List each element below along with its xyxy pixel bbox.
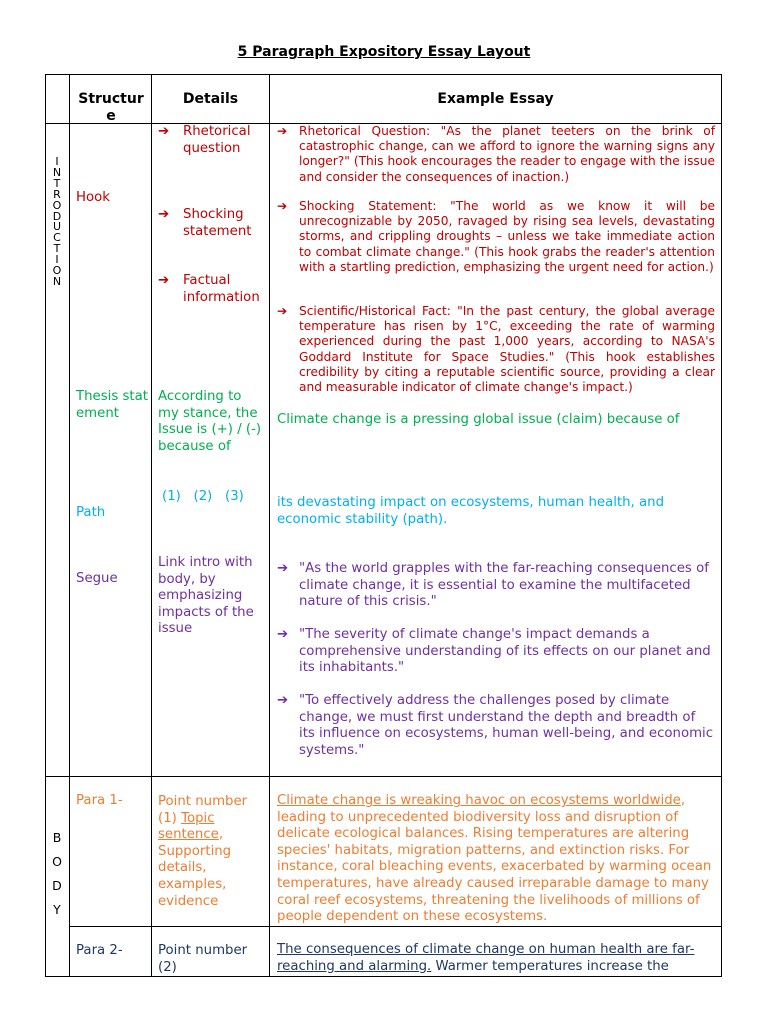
detail-factual-information: ➔ Factual information <box>158 273 260 305</box>
detail-path-points: (1) (2) (3) <box>162 489 244 504</box>
section-label-introduction: I N T R O D U C T I O N <box>52 155 62 288</box>
example-factual-information: ➔ Scientific/Historical Fact: "In the past century, the global average temperature has risen by 1°C, exceeding the rate of warming experienced during the past 1,000 years, according to NASA's Goddard Institute for Space Studies." (This hook establishes credibility by citing a reputable scientific source, providing a clear and measurable indicator of climate change's impact.) <box>277 304 715 395</box>
column-divider-1 <box>69 74 70 977</box>
arrow-icon: ➔ <box>158 273 170 288</box>
example-thesis: Climate change is a pressing global issue (claim) because of <box>277 412 680 427</box>
example-para-1-body: , leading to unprecedented biodiversity loss and disruption of delicate ecological balances. Rising temperatures are altering species' habitats, migration patterns, and extinction risks. For instance, coral bleaching events, exacerbated by warming ocean temperatures, have already caused irreparable damage to many coral reef ecosystems, threatening the livelihoods of millions of people dependent on these ecosystems. <box>277 793 712 925</box>
document-title: 5 Paragraph Expository Essay Layout <box>237 44 531 60</box>
detail-segue: Link intro with body, by emphasizing impacts of the issue <box>158 555 254 637</box>
example-shocking-statement: ➔ Shocking Statement: "The world as we know it will be unrecognizable by 2050, ravaged by rising sea levels, devastating storms, and crippling droughts – unless we take immediate action to combat climate change." (This hook grabs the reader's attention with a startling prediction, emphasizing the urgent need for action.) <box>277 199 715 274</box>
example-rhetorical-question: ➔ Rhetorical Question: "As the planet teeters on the brink of catastrophic change, can we afford to ignore the warning signs any longer?" (This hook encourages the reader to engage with the issue and consider the consequences of inaction.) <box>277 124 715 184</box>
example-segue-3: ➔ "To effectively address the challenges posed by climate change, we must first understand the depth and breadth of its influence on ecosystems, human well-being, and economic systems." <box>277 693 714 758</box>
example-para-2-body: Warmer temperatures increase the <box>431 958 669 974</box>
structure-hook: Hook <box>76 190 110 205</box>
para1-para2-divider <box>69 926 722 927</box>
table-border-left <box>45 74 46 977</box>
header-example-essay: Example Essay <box>437 91 554 107</box>
example-para-1 <box>277 793 717 926</box>
detail-shocking-statement: ➔ Shocking statement <box>158 207 252 239</box>
table-border-bottom <box>45 976 722 977</box>
example-para-2-topic: The consequences of climate change on human health are far-reaching and alarming. <box>277 942 695 974</box>
example-para-1-topic: Climate change is wreaking havoc on ecosystems worldwide <box>277 793 681 808</box>
example-para-2 <box>277 942 717 975</box>
column-divider-3 <box>269 74 270 977</box>
table-border-right <box>721 74 722 977</box>
header-structure: Structure <box>78 91 144 124</box>
structure-segue: Segue <box>76 571 118 586</box>
detail-para-2: Point number (2) <box>158 943 248 975</box>
arrow-icon: ➔ <box>277 693 289 708</box>
detail-rhetorical-question: ➔ Rhetorical question <box>158 124 251 156</box>
structure-thesis-statement: Thesis statement <box>76 389 149 421</box>
arrow-icon: ➔ <box>277 124 288 138</box>
arrow-icon: ➔ <box>277 561 289 576</box>
example-segue-1: ➔ "As the world grapples with the far-reaching consequences of climate change, it is essential to examine the multifaceted nature of this crisis." <box>277 561 709 610</box>
intro-body-divider <box>45 776 722 777</box>
section-label-body: B O D Y <box>52 830 62 917</box>
column-divider-2 <box>151 74 152 977</box>
arrow-icon: ➔ <box>277 627 289 642</box>
structure-para-1: Para 1- <box>76 793 123 808</box>
table-border-top <box>45 74 722 75</box>
detail-para-1-point: Point number (1) <box>158 794 248 826</box>
structure-path: Path <box>76 505 106 520</box>
arrow-icon: ➔ <box>277 304 288 318</box>
example-path: its devastating impact on ecosystems, human health, and economic stability (path). <box>277 495 665 527</box>
detail-para-1-topic: Topic sentence <box>158 810 219 843</box>
arrow-icon: ➔ <box>158 124 170 139</box>
detail-para-1 <box>158 794 264 910</box>
detail-thesis: According to my stance, the Issue is (+) / (-) because of <box>158 389 262 454</box>
arrow-icon: ➔ <box>158 207 170 222</box>
structure-para-2: Para 2- <box>76 943 123 958</box>
detail-para-1-support: , Supporting details, examples, evidence <box>158 827 232 909</box>
example-segue-2: ➔ "The severity of climate change's impact demands a comprehensive understanding of its effects on our planet and its inhabitants." <box>277 627 711 676</box>
header-details: Details <box>182 91 239 107</box>
arrow-icon: ➔ <box>277 199 288 213</box>
